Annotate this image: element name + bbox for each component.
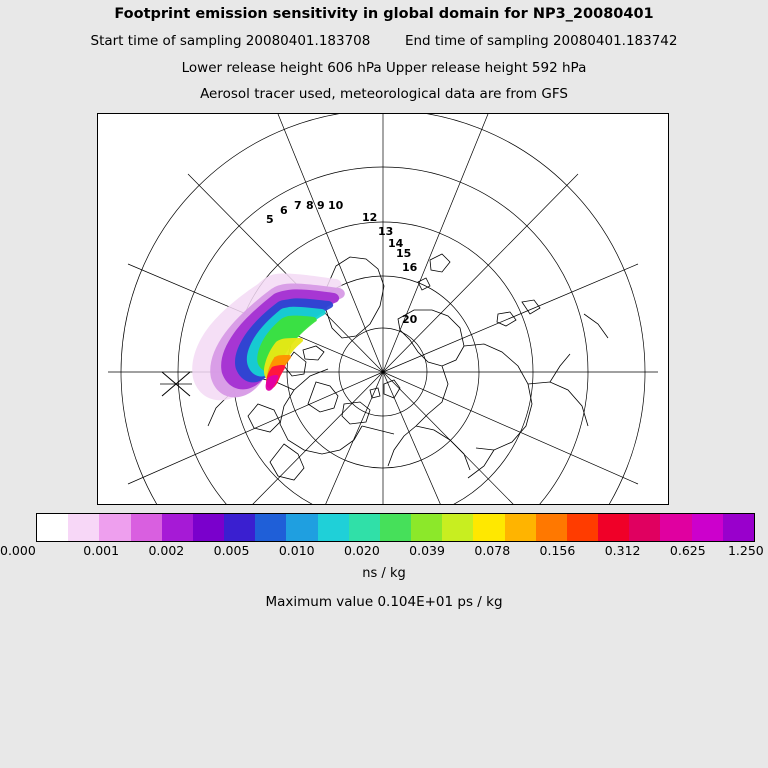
colorbar-swatch-6 [224,514,255,541]
colorbar-swatch-0 [37,514,68,541]
map-grid-label: 13 [378,225,394,238]
map-grid-label: 6 [280,204,288,217]
colorbar-tick: 0.010 [278,543,315,558]
colorbar-swatch-1 [68,514,99,541]
meridians [108,114,658,504]
colorbar-tick: 0.005 [213,543,250,558]
colorbar-tick: 0.000 [0,543,36,558]
colorbar-swatch-9 [318,514,349,541]
tracer-note-label: Aerosol tracer used, meteorological data are from GFS [200,86,568,102]
release-heights-line [0,60,768,76]
map-grid-label: 16 [402,261,418,274]
colorbar-tick: 0.020 [344,543,380,558]
colorbar-swatch-8 [286,514,317,541]
map-grid-label: 7 [294,199,302,212]
start-time-label: Start time of sampling 20080401.183708 [90,33,371,49]
colorbar-swatch-21 [692,514,723,541]
colorbar-swatch-12 [411,514,442,541]
map-grid-label: 5 [266,213,274,226]
map-grid-label: 15 [396,247,412,260]
page-title: Footprint emission sensitivity in global domain for NP3_20080401 [114,6,654,22]
end-time-label: End time of sampling 20080401.183742 [404,33,678,49]
colorbar-unit-label: ns / kg [362,566,406,581]
maximum-value-label: Maximum value 0.104E+01 ps / kg [265,594,503,610]
plume-footprint [192,274,345,401]
map-grid-label: 10 [328,199,344,212]
colorbar-tick: 1.250 [727,543,764,558]
lower-release-height-label: Lower release height 606 hPa [181,60,382,76]
upper-release-height-label: Upper release height 592 hPa [385,60,587,76]
colorbar-swatch-2 [99,514,130,541]
map-grid-label: 9 [317,199,325,212]
colorbar-swatch-17 [567,514,598,541]
colorbar-swatch-18 [598,514,629,541]
map-grid-label: 8 [306,199,314,212]
map-grid-label: 14 [388,237,404,250]
colorbar-tick: 0.039 [409,543,445,558]
colorbar-swatch-16 [536,514,567,541]
colorbar-swatch-13 [442,514,473,541]
colorbar-tick: 0.625 [669,543,706,558]
map-grid-label: 12 [362,211,378,224]
colorbar-swatch-7 [255,514,286,541]
colorbar-swatch-22 [723,514,754,541]
colorbar-swatch-15 [505,514,536,541]
release-point-marker [160,372,192,396]
colorbar-swatch-10 [349,514,380,541]
map-panel [97,113,669,505]
colorbar-swatch-14 [473,514,504,541]
colorbar-tick: 0.156 [539,543,576,558]
colorbar-tick: 0.001 [83,543,120,558]
colorbar-swatch-19 [629,514,660,541]
colorbar-tick: 0.078 [474,543,511,558]
colorbar-swatch-4 [162,514,193,541]
colorbar [36,513,755,542]
sampling-times-line [0,33,768,49]
colorbar-swatch-3 [131,514,162,541]
colorbar-tick-labels [0,543,768,559]
map-grid-label: 20 [402,313,418,326]
colorbar-swatch-20 [660,514,691,541]
map-canvas [98,114,668,504]
colorbar-tick: 0.002 [148,543,185,558]
colorbar-swatch-11 [380,514,411,541]
colorbar-swatch-5 [193,514,224,541]
colorbar-tick: 0.312 [604,543,641,558]
